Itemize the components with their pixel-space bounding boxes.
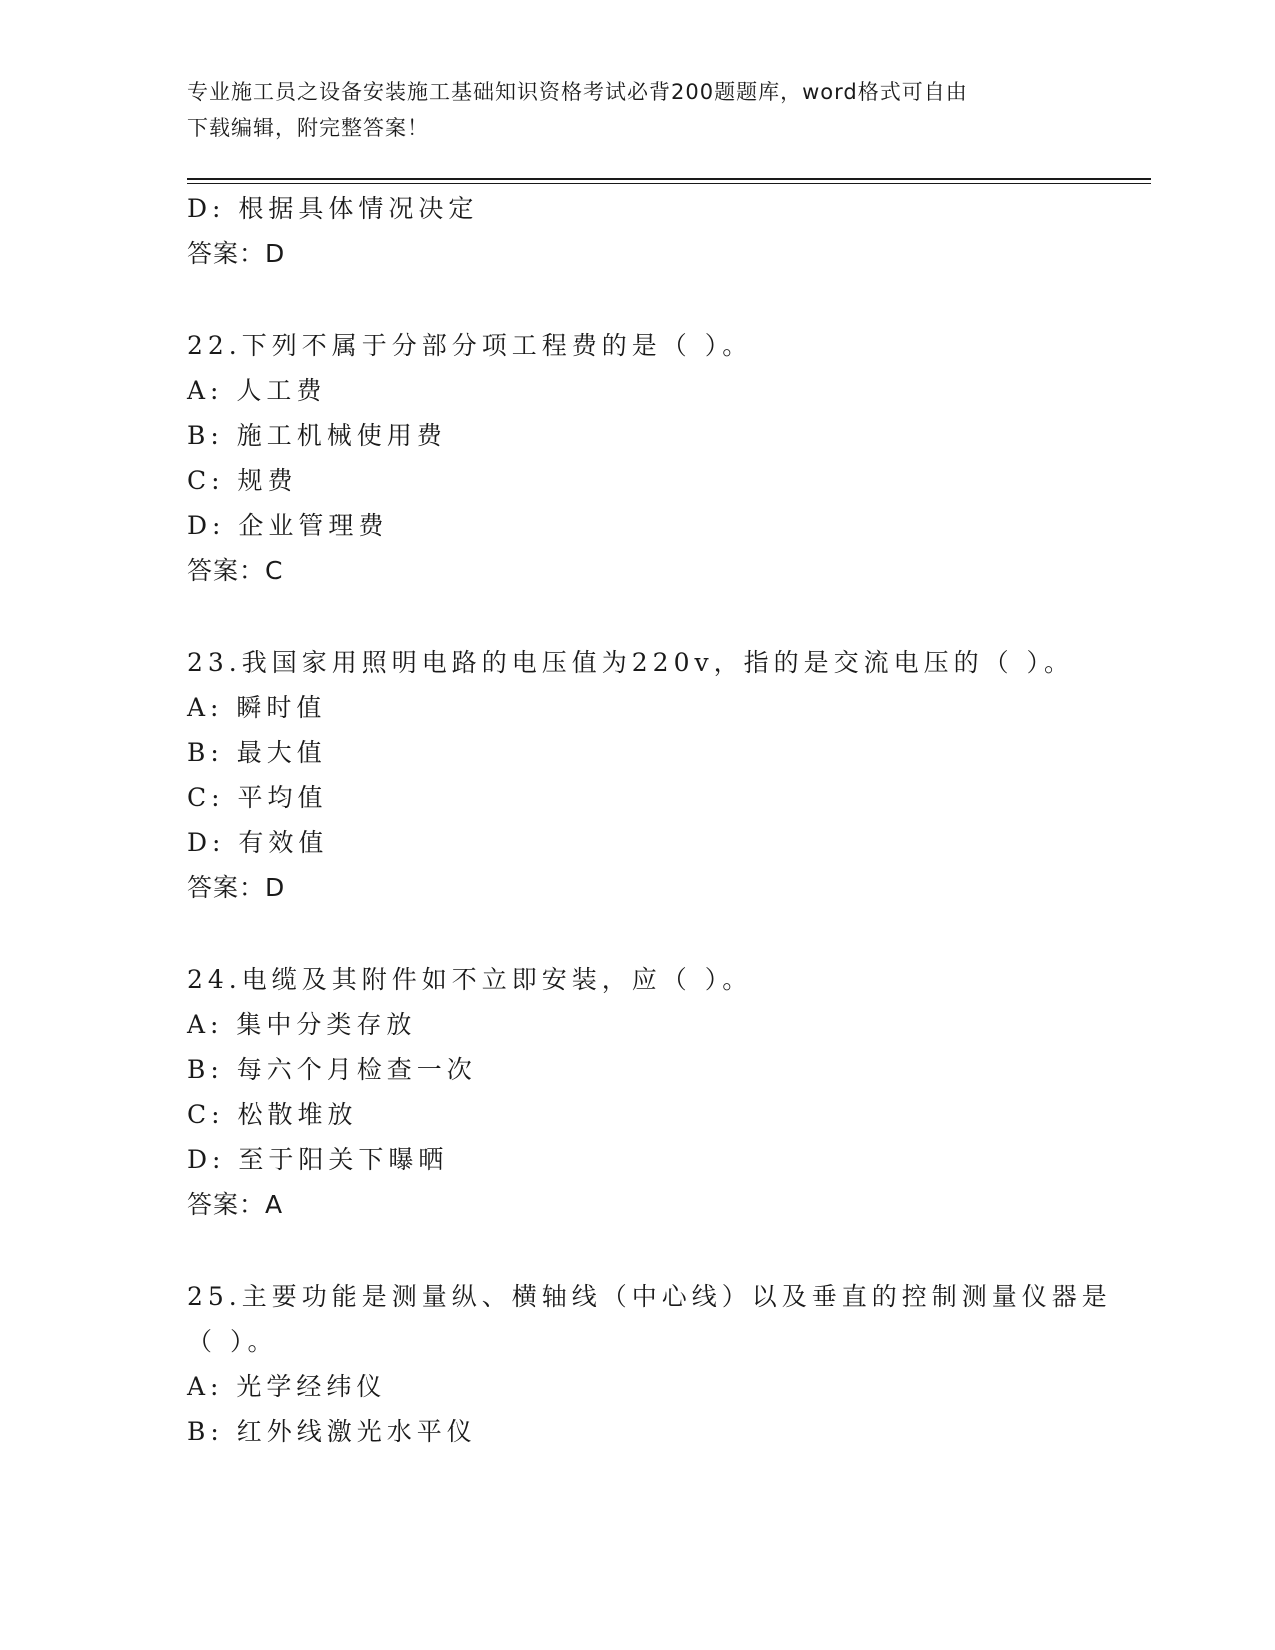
option-d: D: 至于阳关下曝晒 xyxy=(187,1145,449,1174)
header-rule-thick xyxy=(187,178,1151,180)
answer-line: 答案：A xyxy=(187,1190,284,1219)
question-24 xyxy=(187,957,1087,1227)
option-a: A: 瞬时值 xyxy=(187,693,327,722)
option-b: B: 最大值 xyxy=(187,738,327,767)
option-b: B: 施工机械使用费 xyxy=(187,421,447,450)
option-c: C: 松散堆放 xyxy=(187,1100,358,1129)
header-rule-thin xyxy=(187,183,1151,184)
question-list xyxy=(187,186,1112,1454)
answer-line: 答案：C xyxy=(187,556,284,585)
option-c: C: 规费 xyxy=(187,466,298,495)
question-22 xyxy=(187,323,1087,593)
answer-line: 答案：D xyxy=(187,239,286,268)
question-stem: 23.我国家用照明电路的电压值为220v，指的是交流电压的（ ）。 xyxy=(187,648,1075,677)
option-d: D: 有效值 xyxy=(187,828,329,857)
option-b: B: 每六个月检查一次 xyxy=(187,1055,477,1084)
option-a: A: 人工费 xyxy=(187,376,327,405)
question-25 xyxy=(187,1274,1112,1454)
option-d: D: 根据具体情况决定 xyxy=(187,194,479,223)
header-line-1: 专业施工员之设备安装施工基础知识资格考试必背200题题库，word格式可自由 xyxy=(187,80,968,104)
option-a: A: 光学经纬仪 xyxy=(187,1372,387,1401)
document-header xyxy=(187,74,1067,146)
option-d: D: 企业管理费 xyxy=(187,511,389,540)
question-stem-line-2: （ ）。 xyxy=(187,1327,278,1356)
question-stem: 22.下列不属于分部分项工程费的是（ ）。 xyxy=(187,331,753,360)
option-a: A: 集中分类存放 xyxy=(187,1010,417,1039)
answer-line: 答案：D xyxy=(187,873,286,902)
question-23 xyxy=(187,640,1087,910)
option-c: C: 平均值 xyxy=(187,783,328,812)
question-stem-line-1: 25.主要功能是测量纵、横轴线（中心线）以及垂直的控制测量仪器是 xyxy=(187,1282,1112,1311)
header-line-2: 下载编辑，附完整答案！ xyxy=(187,116,429,140)
question-stem: 24.电缆及其附件如不立即安装，应（ ）。 xyxy=(187,965,753,994)
option-b: B: 红外线激光水平仪 xyxy=(187,1417,477,1446)
